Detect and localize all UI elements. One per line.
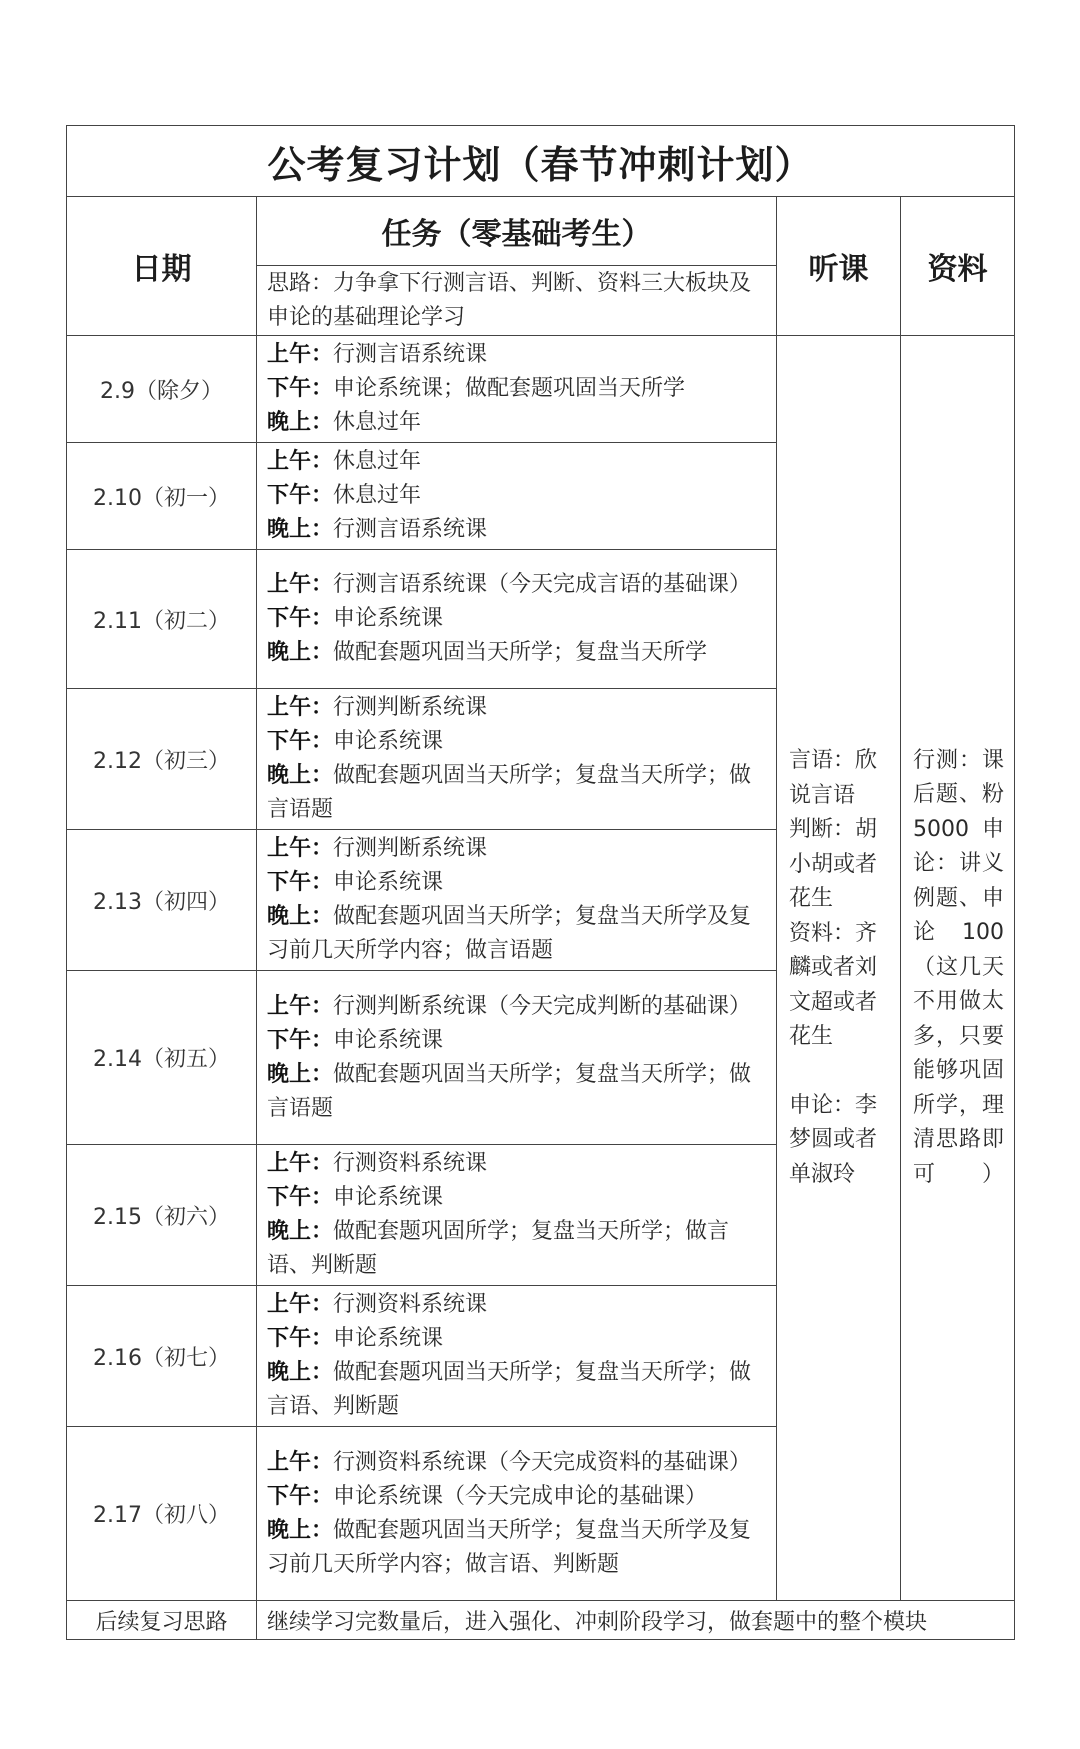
day-task bbox=[257, 1286, 777, 1427]
day-task bbox=[257, 689, 777, 830]
listen-note-judgement: 判断：胡小胡或者花生 bbox=[789, 817, 878, 911]
listen-header: 听课 bbox=[777, 197, 901, 336]
afternoon-label: 下午： bbox=[267, 1185, 334, 1210]
afternoon-task: 申论系统课 bbox=[333, 606, 444, 631]
evening-task: 做配套题巩固当天所学；复盘当天所学；做言语题 bbox=[267, 1061, 752, 1121]
morning-label: 上午： bbox=[267, 1151, 334, 1176]
followup-text: 继续学习完数量后，进入强化、冲刺阶段学习，做套题中的整个模块 bbox=[257, 1601, 1015, 1640]
evening-task: 做配套题巩固当天所学；复盘当天所学及复习前几天所学内容；做言语、判断题 bbox=[267, 1517, 752, 1577]
afternoon-label: 下午： bbox=[267, 483, 334, 508]
day-date: 2.11（初二） bbox=[67, 550, 257, 689]
morning-task: 行测判断系统课（今天完成判断的基础课） bbox=[333, 993, 752, 1019]
afternoon-task: 申论系统课；做配套题巩固当天所学 bbox=[333, 376, 686, 401]
morning-task: 休息过年 bbox=[333, 449, 422, 474]
morning-task: 行测判断系统课 bbox=[333, 836, 488, 861]
afternoon-task: 申论系统课 bbox=[333, 870, 444, 895]
day-date: 2.17（初八） bbox=[67, 1427, 257, 1601]
evening-task: 做配套题巩固所学；复盘当天所学；做言语、判断题 bbox=[267, 1219, 730, 1278]
morning-label: 上午： bbox=[267, 993, 334, 1019]
afternoon-label: 下午： bbox=[267, 376, 334, 401]
listen-note-essay: 申论：李梦圆或者单淑玲 bbox=[789, 1092, 878, 1187]
evening-label: 晚上： bbox=[267, 410, 334, 435]
afternoon-task: 申论系统课 bbox=[333, 1027, 444, 1053]
task-header: 任务（零基础考生） bbox=[257, 197, 777, 266]
evening-task: 做配套题巩固当天所学；复盘当天所学及复习前几天所学内容；做言语题 bbox=[267, 904, 752, 963]
day-date: 2.14（初五） bbox=[67, 971, 257, 1145]
listen-notes bbox=[777, 336, 901, 1601]
page-title: 公考复习计划（春节冲刺计划） bbox=[67, 126, 1015, 197]
afternoon-task: 申论系统课（今天完成申论的基础课） bbox=[333, 1483, 708, 1509]
morning-task: 行测言语系统课 bbox=[333, 342, 488, 367]
followup-label: 后续复习思路 bbox=[67, 1601, 257, 1640]
morning-task: 行测言语系统课（今天完成言语的基础课） bbox=[333, 572, 752, 597]
material-header: 资料 bbox=[901, 197, 1015, 336]
day-date: 2.15（初六） bbox=[67, 1145, 257, 1286]
plan-idea: 思路：力争拿下行测言语、判断、资料三大板块及申论的基础理论学习 bbox=[257, 266, 777, 336]
evening-label: 晚上： bbox=[267, 640, 334, 665]
morning-label: 上午： bbox=[267, 342, 334, 367]
day-task bbox=[257, 336, 777, 443]
morning-label: 上午： bbox=[267, 836, 334, 861]
afternoon-task: 申论系统课 bbox=[333, 1185, 444, 1210]
evening-label: 晚上： bbox=[267, 1360, 334, 1385]
day-task bbox=[257, 830, 777, 971]
afternoon-task: 休息过年 bbox=[333, 483, 422, 508]
evening-task: 做配套题巩固当天所学；复盘当天所学；做言语、判断题 bbox=[267, 1360, 752, 1419]
afternoon-label: 下午： bbox=[267, 1027, 334, 1053]
morning-task: 行测资料系统课（今天完成资料的基础课） bbox=[333, 1449, 752, 1475]
evening-task: 做配套题巩固当天所学；复盘当天所学 bbox=[333, 640, 708, 665]
date-header: 日期 bbox=[67, 197, 257, 336]
evening-label: 晚上： bbox=[267, 904, 334, 929]
afternoon-task: 申论系统课 bbox=[333, 729, 444, 754]
day-date: 2.13（初四） bbox=[67, 830, 257, 971]
day-task bbox=[257, 1145, 777, 1286]
evening-label: 晚上： bbox=[267, 1517, 334, 1543]
afternoon-label: 下午： bbox=[267, 1326, 334, 1351]
day-task bbox=[257, 971, 777, 1145]
morning-label: 上午： bbox=[267, 695, 334, 720]
afternoon-label: 下午： bbox=[267, 870, 334, 895]
day-date: 2.9（除夕） bbox=[67, 336, 257, 443]
morning-task: 行测资料系统课 bbox=[333, 1151, 488, 1176]
afternoon-label: 下午： bbox=[267, 729, 334, 754]
afternoon-task: 申论系统课 bbox=[333, 1326, 444, 1351]
evening-task: 休息过年 bbox=[333, 410, 422, 435]
evening-task: 行测言语系统课 bbox=[333, 517, 488, 542]
materials-note: 行测：课后题、粉5000申论：讲义例题、申论100（这几天不用做太多，只要能够巩固所学，理清思路即可） bbox=[901, 336, 1015, 1601]
evening-task: 做配套题巩固当天所学；复盘当天所学；做言语题 bbox=[267, 763, 752, 822]
morning-task: 行测判断系统课 bbox=[333, 695, 488, 720]
morning-label: 上午： bbox=[267, 572, 334, 597]
morning-task: 行测资料系统课 bbox=[333, 1292, 488, 1317]
evening-label: 晚上： bbox=[267, 517, 334, 542]
day-task bbox=[257, 443, 777, 550]
morning-label: 上午： bbox=[267, 449, 334, 474]
study-plan-table bbox=[66, 125, 1015, 1640]
day-date: 2.12（初三） bbox=[67, 689, 257, 830]
afternoon-label: 下午： bbox=[267, 1483, 334, 1509]
afternoon-label: 下午： bbox=[267, 606, 334, 631]
day-task bbox=[257, 1427, 777, 1601]
listen-note-data: 资料：齐麟或者刘文超或者花生 bbox=[789, 920, 878, 1049]
day-date: 2.10（初一） bbox=[67, 443, 257, 550]
morning-label: 上午： bbox=[267, 1449, 334, 1475]
evening-label: 晚上： bbox=[267, 763, 334, 788]
morning-label: 上午： bbox=[267, 1292, 334, 1317]
evening-label: 晚上： bbox=[267, 1061, 334, 1087]
evening-label: 晚上： bbox=[267, 1219, 334, 1244]
day-task bbox=[257, 550, 777, 689]
day-date: 2.16（初七） bbox=[67, 1286, 257, 1427]
listen-note-verbal: 言语：欣说言语 bbox=[789, 748, 878, 808]
